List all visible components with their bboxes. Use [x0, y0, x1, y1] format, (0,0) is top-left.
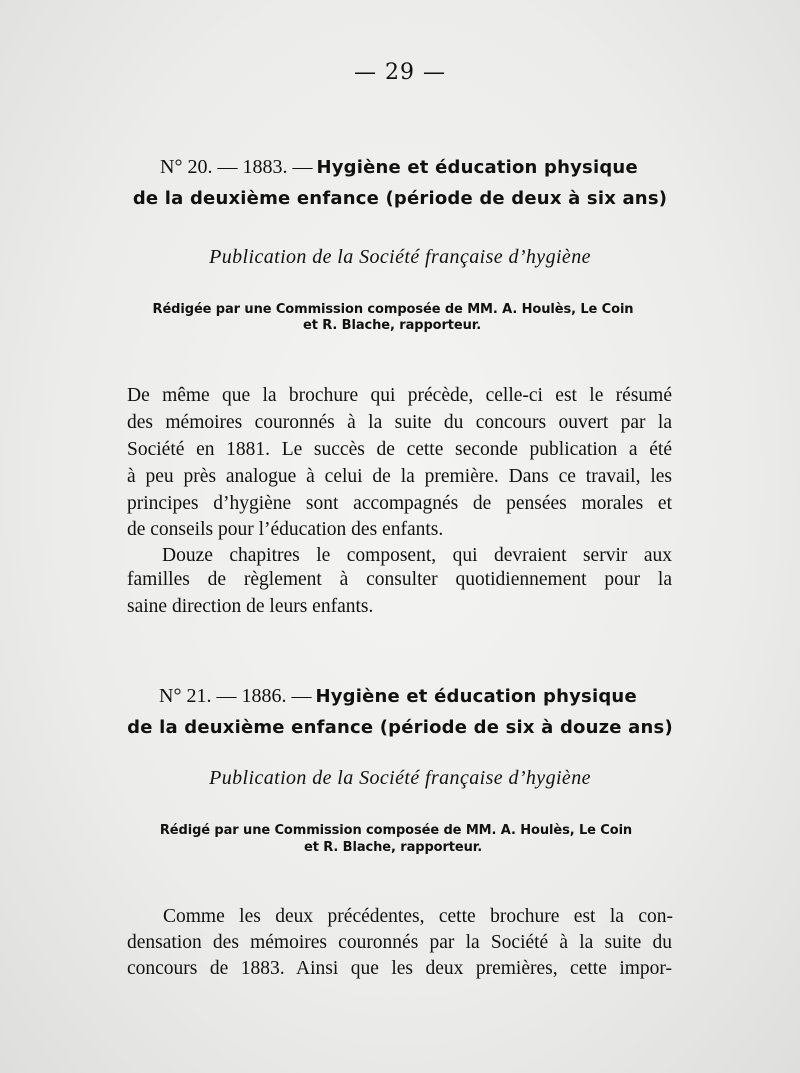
body-line: principes d’hygiène sont accompagnés de pensées morales et — [127, 493, 672, 514]
credit-line-1: Rédigé par une Commission composée de MM. A. Houlès, Le Coin — [159, 823, 633, 838]
body-line: concours de 1883. Ainsi que les deux premières, cette impor- — [127, 958, 672, 979]
body-line: à peu près analogue à celui de la première. Dans ce travail, les — [127, 466, 672, 487]
credit-line-2: et R. Blache, rapporteur. — [304, 840, 483, 855]
body-line: des mémoires couronnés à la suite du concours ouvert par la — [127, 412, 672, 433]
credit-line-2: et R. Blache, rapporteur. — [303, 318, 482, 333]
body-line: de conseils pour l’éducation des enfants. — [127, 519, 444, 540]
entry-title-line-2: de la deuxième enfance (période de deux à six ans) — [132, 188, 668, 209]
entry-heading — [160, 156, 638, 179]
body-line: Douze chapitres le composent, qui devraient servir aux — [162, 545, 672, 566]
body-line: saine direction de leurs enfants. — [127, 596, 374, 617]
entry-title-line-2: de la deuxième enfance (période de six à douze ans) — [127, 717, 673, 738]
body-line: Société en 1881. Le succès de cette seconde publication a été — [127, 439, 672, 460]
body-line: Comme les deux précédentes, cette brochure est la con- — [163, 906, 673, 927]
body-line: familles de règlement à consulter quotidiennement pour la — [127, 569, 672, 590]
entry-number: N° 20. — 1883. — — [160, 156, 313, 178]
body-line: De même que la brochure qui précède, celle-ci est le résumé — [127, 385, 672, 406]
entry-heading — [159, 685, 637, 708]
publication-line: Publication de la Société française d’hygiène — [209, 246, 591, 268]
entry-number: N° 21. — 1886. — — [159, 685, 312, 707]
publication-line: Publication de la Société française d’hygiène — [209, 767, 591, 789]
credit-line-1: Rédigée par une Commission composée de MM. A. Houlès, Le Coin — [152, 302, 634, 317]
body-line: densation des mémoires couronnés par la Société à la suite du — [127, 932, 672, 953]
page-number: — 29 — — [354, 60, 446, 85]
entry-title-line-1: Hygiène et éducation physique — [316, 157, 638, 178]
entry-title-line-1: Hygiène et éducation physique — [315, 686, 637, 707]
